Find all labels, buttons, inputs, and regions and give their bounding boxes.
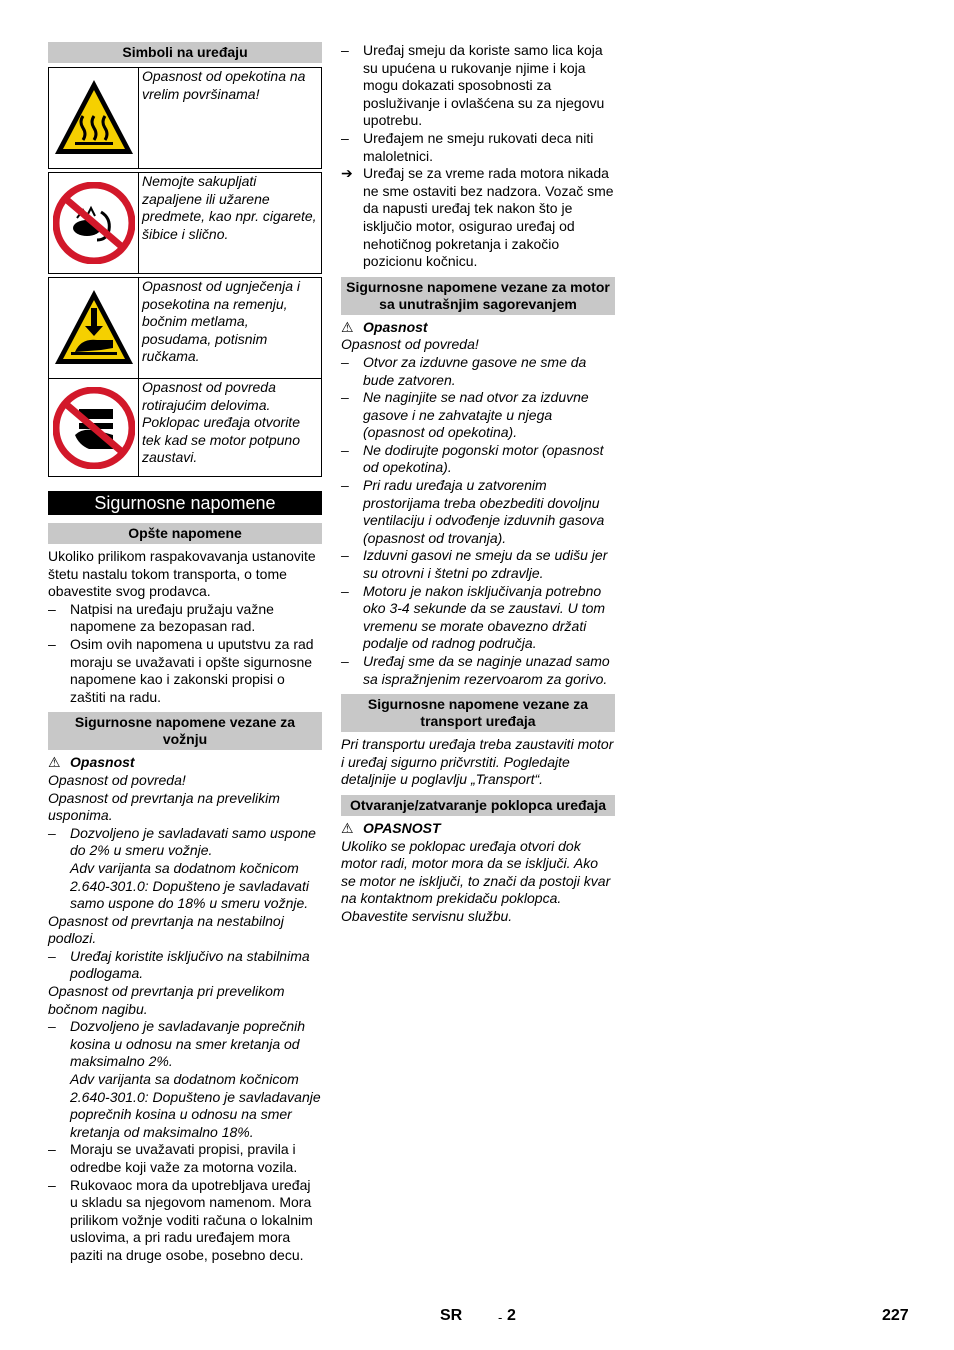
list-item-continuation: Adv varijanta sa dodatnom kočnicom 2.640-301.0: Dopušteno je savladavanje poprečnih kosina u odnosu na smer kretanja od maksimalno 18%.: [70, 1071, 321, 1140]
symbols-heading: Simboli na uređaju: [48, 42, 322, 63]
driving-heading: Sigurnosne napomene vezane za vožnju: [48, 712, 322, 750]
symbol-text: Opasnost od ugnječenja i posekotina na remenju, bočnim metlama, posudama, potisnim ručkama.: [142, 278, 300, 365]
general-heading: Opšte napomene: [48, 523, 322, 544]
paragraph: Ukoliko se poklopac uređaja otvori dok motor radi, motor mora da se isključi. Ako se motor ne isključi, to znači da postoji kvar na kontaktnom prekidaču poklopca. Obavestite servisnu službu.: [341, 837, 611, 924]
warning-label: ⚠ Opasnost: [341, 318, 428, 335]
warning-triangle-icon: ⚠: [341, 819, 354, 836]
list-item: – Rukovaoc mora da upotrebljava uređaj u skladu sa njegovom namenom. Mora prilikom vožnje voditi računa o lokalnim uslovima, a pri radu uređajem mora paziti na druge osobe, posebno decu.: [48, 1177, 322, 1265]
transport-heading: Sigurnosne napomene vezane za transport uređaja: [341, 694, 615, 732]
footer-language: SR: [440, 1307, 463, 1324]
warning-label: ⚠ OPASNOST: [341, 819, 441, 836]
arrow-list-item: ➔ Uređaj se za vreme rada motora nikada ne sme ostaviti bez nadzora. Vozač sme da napusti uređaj tek nakon što je isključio motor, osigurao uređaj od nehotičnog pokretanja i zakočio pozicionu kočnicu.: [341, 165, 614, 270]
hand-crush-icon: [49, 278, 139, 378]
warning-triangle-icon: ⚠: [341, 318, 354, 335]
paragraph: Opasnost od prevrtanja na nestabilnoj podlozi.: [48, 912, 284, 947]
symbols-table: [48, 67, 322, 477]
list-item: – Ne dodirujte pogonski motor (opasnost od opekotina).: [341, 442, 615, 477]
general-intro: Ukoliko prilikom raspakovavanja ustanovite štetu nastalu tokom transporta, o tome obavestite svog prodavca.: [48, 548, 316, 600]
list-item: – Motoru je nakon isključivanja potrebno oko 3-4 sekunde da se zaustavi. U tom vremenu se morate obavezno držati podalje od radnog područja.: [341, 583, 615, 653]
hot-surface-icon: [49, 68, 139, 168]
paragraph: Pri transportu uređaja treba zaustaviti motor i uređaj sigurno pričvrstiti. Pogledajte detaljnije u poglavlju „Transport“.: [341, 736, 614, 788]
symbol-text: Nemojte sakupljati zapaljene ili užarene predmete, kao npr. cigarete, šibice i slično.: [142, 173, 317, 242]
list-item: – Uređaj koristite isključivo na stabilnima podlogama.: [48, 948, 322, 983]
paragraph: Opasnost od povreda!: [48, 771, 186, 788]
list-item-continuation: Adv varijanta sa dodatnom kočnicom 2.640-301.0: Dopušteno je savladavati samo uspone do 18% u smeru vožnje.: [70, 859, 309, 912]
symbol-row: [48, 379, 322, 477]
symbol-text: Opasnost od povreda rotirajućim delovima. Poklopac uređaja otvorite tek kad se motor potpuno zaustavi.: [142, 379, 300, 466]
list-item: – Izduvni gasovi ne smeju da se udišu jer su otrovni i štetni po zdravlje.: [341, 547, 615, 582]
cover-heading: Otvaranje/zatvaranje poklopca uređaja: [341, 795, 615, 816]
list-item: – Otvor za izduvne gasove ne sme da bude zatvoren.: [341, 354, 615, 389]
footer-section: 2: [507, 1307, 516, 1324]
list-item: – Uređajem ne smeju rukovati deca niti maloletnici.: [341, 130, 615, 165]
page-number: 227: [882, 1307, 909, 1324]
engine-heading: Sigurnosne napomene vezane za motor sa unutrašnjim sagorevanjem: [341, 277, 615, 315]
symbol-row: [48, 172, 322, 274]
list-item: – Dozvoljeno je savladavati samo uspone do 2% u smeru vožnje.: [48, 825, 322, 860]
no-burning-objects-icon: [49, 173, 139, 273]
symbol-row: [48, 277, 322, 379]
warning-label: ⚠ Opasnost: [48, 754, 135, 771]
list-item: – Uređaj sme da se naginje unazad samo sa ispražnjenim rezervoarom za gorivo.: [341, 653, 615, 688]
section-title: Sigurnosne napomene: [48, 491, 322, 515]
right-column: [341, 42, 615, 926]
list-item: – Dozvoljeno je savladavanje poprečnih kosina u odnosu na smer kretanja od maksimalno 2%.: [48, 1018, 322, 1071]
left-column: [48, 42, 322, 1265]
list-item: – Ne naginjite se nad otvor za izduvne gasove i ne zahvatajte u njega (opasnost od opekotina).: [341, 389, 615, 442]
footer-separator: -: [498, 1310, 503, 1325]
warning-triangle-icon: ⚠: [48, 754, 61, 771]
paragraph: Opasnost od prevrtanja na prevelikim usponima.: [48, 789, 280, 824]
list-item: – Moraju se uvažavati propisi, pravila i odredbe koji važe za motorna vozila.: [48, 1141, 322, 1176]
list-item: – Uređaj smeju da koriste samo lica koja su upućena u rukovanje njime i koja mogu dokazati sposobnosti za posluživanje i ovlašćena su za njegovu upotrebu.: [341, 42, 615, 130]
list-item: – Pri radu uređaja u zatvorenim prostorijama treba obezbediti dovoljnu ventilaciju i odvođenje izduvnih gasova (opasnost od trovanja).: [341, 477, 615, 547]
no-touch-rotating-parts-icon: [49, 379, 139, 476]
paragraph: Opasnost od povreda!: [341, 336, 479, 353]
list-item: – Osim ovih napomena u uputstvu za rad moraju se uvažavati i opšte sigurnosne napomene kao i zakonski propisi o zaštiti na radu.: [48, 636, 322, 706]
list-item: – Natpisi na uređaju pružaju važne napomene za bezopasan rad.: [48, 601, 322, 636]
symbol-row: [48, 67, 322, 169]
arrow-right-icon: ➔: [341, 165, 353, 182]
symbol-text: Opasnost od opekotina na vrelim površinama!: [142, 68, 306, 102]
paragraph: Opasnost od prevrtanja pri prevelikom bočnom nagibu.: [48, 983, 285, 1017]
